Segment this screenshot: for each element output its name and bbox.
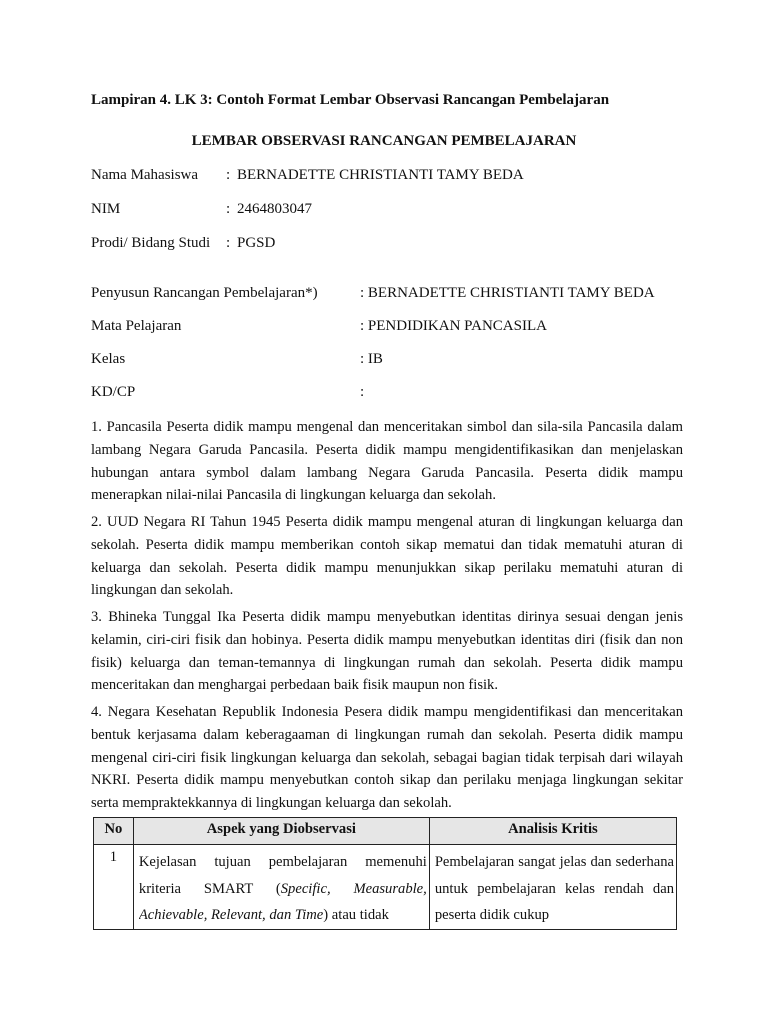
cp-paragraph-4: 4. Negara Kesehatan Republik Indonesia Pesera didik mampu mengidentifikasi dan menceritakan bentuk kerjasama dalam keberagaaman di lingkungan rumah dan sekolah. Peserta didik mampu mengenal ciri-ciri fisik lingkungan keluarga dan sekolah, sebagai bagian tidak terpisah dari wilayah NKRI. Peserta didik mampu menyebutkan contoh sikap dan perilaku menjaga lingkungan sekitar serta mempraktekkannya di lingkungan keluarga dan sekolah. bbox=[91, 704, 683, 812]
table-row bbox=[94, 845, 677, 930]
cp-paragraph-3: 3. Bhineka Tunggal Ika Peserta didik mampu menyebutkan identitas dirinya sesuai dengan jenis kelamin, ciri-ciri fisik dan hobinya. Peserta didik mampu menyebutkan identitas diri (fisik dan non fisik) keluarga dan teman-temannya di lingkungan rumah dan sekolah. Peserta didik mampu menceritakan dan menghargai perbedaan baik fisik maupun non fisik. bbox=[91, 609, 683, 694]
page-title: LEMBAR OBSERVASI RANCANGAN PEMBELAJARAN bbox=[191, 133, 577, 149]
info-label: Mata Pelajaran bbox=[91, 318, 182, 334]
header-no: No bbox=[94, 818, 134, 845]
identity-value: BERNADETTE CHRISTIANTI TAMY BEDA bbox=[237, 167, 524, 183]
analisis-cell bbox=[429, 845, 676, 930]
header-analisis: Analisis Kritis bbox=[429, 818, 676, 845]
aspek-text-end: ) atau tidak bbox=[323, 907, 389, 923]
header-aspek: Aspek yang Diobservasi bbox=[133, 818, 429, 845]
table-header-row bbox=[94, 818, 677, 845]
info-value: : BERNADETTE CHRISTIANTI TAMY BEDA bbox=[360, 285, 655, 301]
identity-label: Prodi/ Bidang Studi bbox=[91, 235, 211, 251]
row-number: 1 bbox=[94, 845, 134, 930]
identity-label: NIM bbox=[91, 201, 121, 217]
cp-paragraph-1: 1. Pancasila Peserta didik mampu mengenal dan menceritakan simbol dan sila-sila Pancasila dalam lambang Negara Garuda Pancasila. Peserta didik mampu mengidentifikasikan dan menjelaskan hubungan antara symbol dalam lambang Negara Garuda Pancasila. Peserta didik mampu menerapkan nilai-nilai Pancasila di lingkungan keluarga dan sekolah. bbox=[91, 419, 683, 504]
info-label: KD/CP bbox=[91, 384, 136, 400]
identity-label: Nama Mahasiswa bbox=[91, 167, 199, 183]
info-value: : bbox=[360, 384, 365, 400]
identity-value: 2464803047 bbox=[237, 201, 312, 217]
info-value: : PENDIDIKAN PANCASILA bbox=[360, 318, 547, 334]
identity-colon: : bbox=[226, 167, 231, 183]
identity-colon: : bbox=[226, 201, 231, 217]
aspek-text: Kejelasan tujuan pembelajaran memenuhi kriteria SMART ( bbox=[138, 854, 427, 897]
observation-table bbox=[93, 817, 677, 930]
info-value: : IB bbox=[360, 351, 383, 367]
analisis-text: Pembelajaran sangat jelas dan sederhana untuk pembelajaran kelas rendah dan peserta didik cukup bbox=[434, 854, 674, 923]
aspek-smart-terms: Specific, Measurable, Achievable, Relevant, dan Time bbox=[138, 880, 427, 923]
info-label: Penyusun Rancangan Pembelajaran*) bbox=[91, 285, 318, 301]
appendix-heading: Lampiran 4. LK 3: Contoh Format Lembar Observasi Rancangan Pembelajaran bbox=[91, 92, 610, 108]
cp-paragraph-2: 2. UUD Negara RI Tahun 1945 Peserta didik mampu mengenal aturan di lingkungan keluarga dan sekolah. Peserta didik mampu memberikan contoh sikap mematui dan tidak mematuhi aturan di keluarga dan sekolah. Peserta didik mampu menunjukkan sikap perilaku mematuhi aturan di lingkungan dan sekolah. bbox=[91, 514, 683, 599]
aspek-cell bbox=[133, 845, 429, 930]
info-label: Kelas bbox=[91, 351, 126, 367]
identity-colon: : bbox=[226, 235, 231, 251]
identity-value: PGSD bbox=[237, 235, 276, 251]
